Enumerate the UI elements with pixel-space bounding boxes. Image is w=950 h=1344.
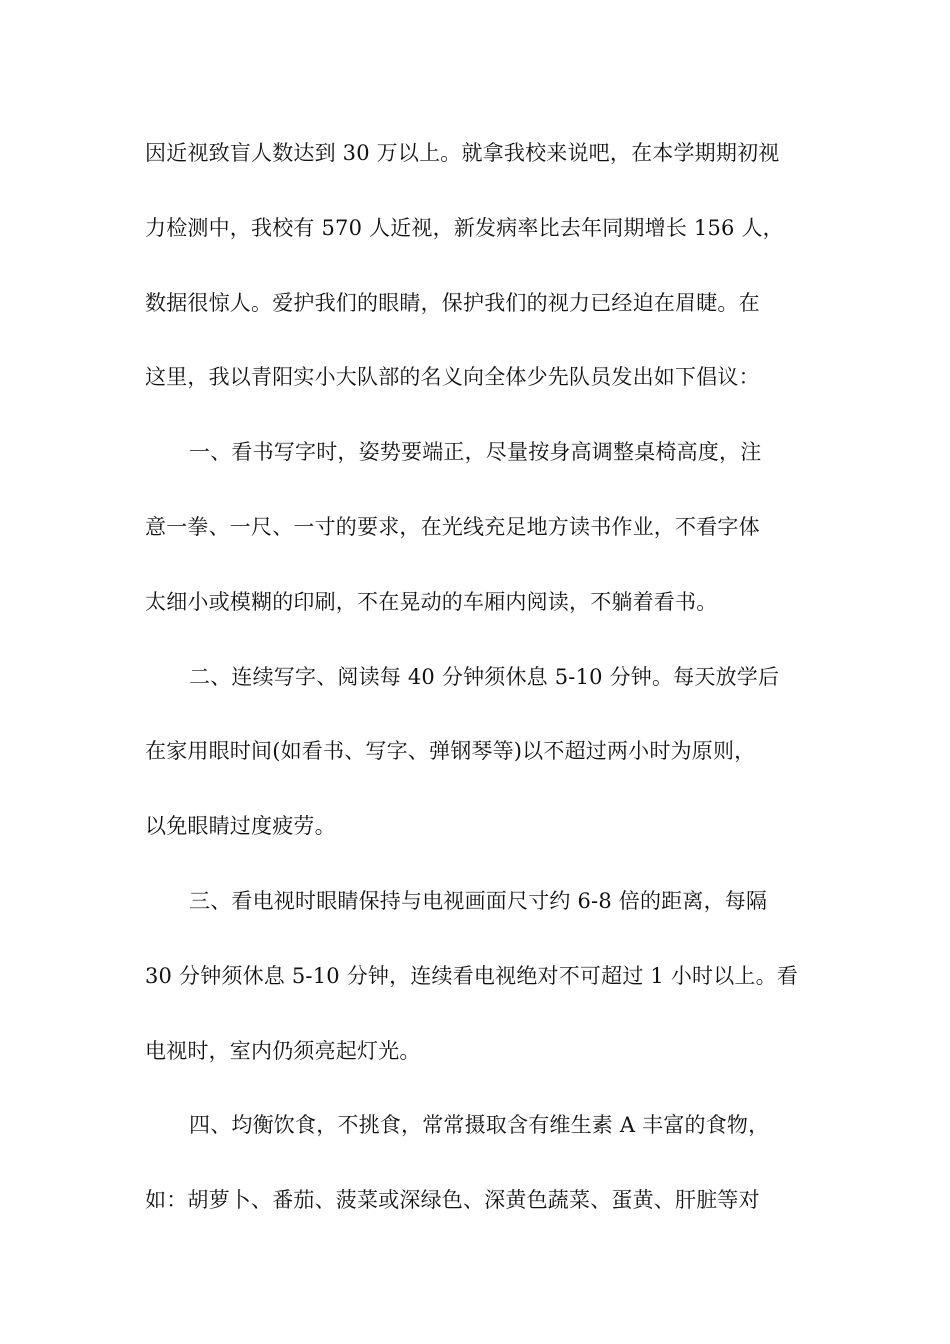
text-line: 在家用眼时间(如看书、写字、弹钢琴等)以不超过两小时为原则， [145, 739, 756, 764]
text-line: 因近视致盲人数达到 30 万以上。就拿我校来说吧，在本学期期初视 [145, 141, 780, 165]
text-line: 30 分钟须休息 5-10 分钟，连续看电视绝对不可超过 1 小时以上。看 [145, 963, 799, 988]
text-line: 太细小或模糊的印刷，不在晃动的车厢内阅读，不躺着看书。 [145, 589, 718, 614]
text-line-indented: 四、均衡饮食，不挑食，常常摄取含有维生素 A 丰富的食物， [189, 1113, 770, 1138]
text-line: 这里，我以青阳实小大队部的名义向全体少先队员发出如下倡议： [145, 365, 760, 390]
body-text [145, 129, 810, 1251]
text-line: 电视时，室内仍须亮起灯光。 [145, 1038, 421, 1063]
text-line: 力检测中，我校有 570 人近视，新发病率比去年同期增长 156 人， [145, 215, 784, 240]
text-line: 意一拳、一尺、一寸的要求，在光线充足地方读书作业，不看字体 [145, 514, 760, 539]
text-line: 如：胡萝卜、番茄、菠菜或深绿色、深黄色蔬菜、蛋黄、肝脏等对 [145, 1188, 760, 1213]
text-line-indented: 二、连续写字、阅读每 40 分钟须休息 5-10 分钟。每天放学后 [189, 664, 780, 689]
text-line-indented: 一、看书写字时，姿势要端正，尽量按身高调整桌椅高度，注 [189, 440, 762, 465]
text-line: 数据很惊人。爱护我们的眼睛，保护我们的视力已经迫在眉睫。在 [145, 290, 760, 315]
text-line: 以免眼睛过度疲劳。 [145, 814, 336, 839]
text-line-indented: 三、看电视时眼睛保持与电视画面尺寸约 6-8 倍的距离，每隔 [189, 888, 768, 913]
